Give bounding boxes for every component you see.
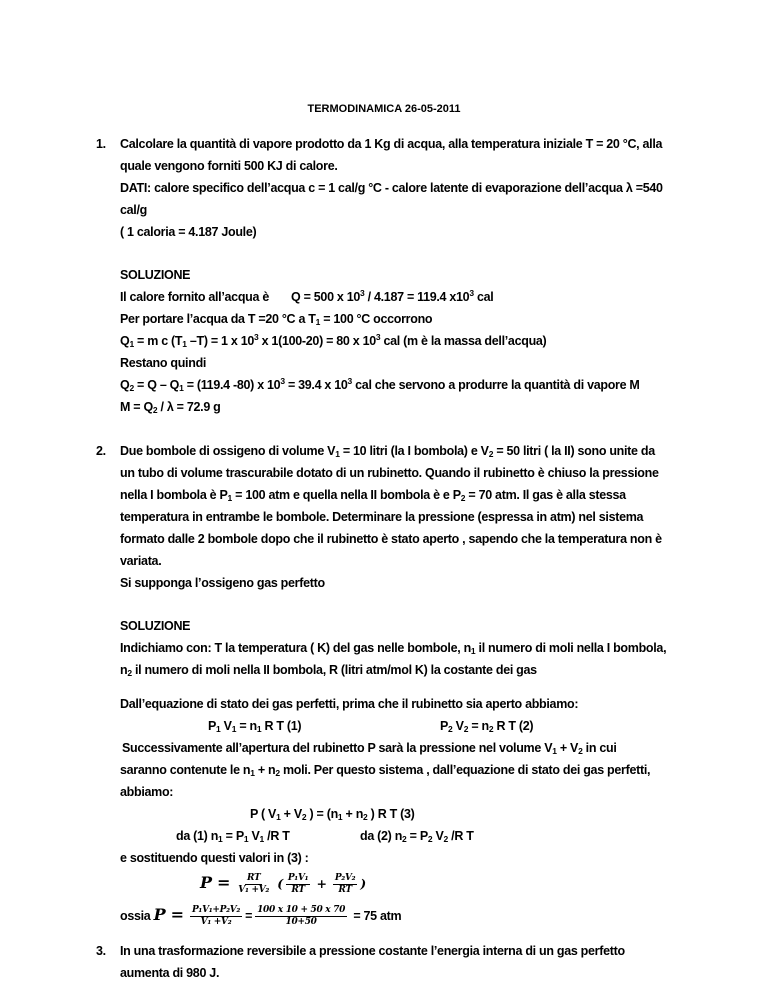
subscript: 1 bbox=[315, 317, 321, 327]
problem-number: 1. bbox=[96, 137, 106, 151]
numerator: RT bbox=[246, 873, 261, 884]
superscript: 3 bbox=[469, 288, 474, 298]
subscript: 2 bbox=[578, 746, 583, 756]
subscript: 1 bbox=[250, 768, 255, 778]
equation-1 bbox=[208, 717, 301, 735]
text: = (119.4 -80) x 10 bbox=[183, 378, 281, 392]
text: V bbox=[248, 829, 260, 843]
subscript: 1 bbox=[216, 724, 221, 734]
subscript: 1 bbox=[259, 834, 264, 844]
formula-result: = 75 atm bbox=[353, 909, 402, 923]
solution-line bbox=[122, 739, 617, 757]
text: in cui bbox=[582, 741, 617, 755]
problem-statement-line: aumenta di 980 J. bbox=[120, 966, 220, 980]
solution-line bbox=[120, 310, 432, 328]
subscript: 1 bbox=[276, 812, 281, 822]
problem-statement-line: cal/g bbox=[120, 203, 147, 217]
denominator: V₁ +V₂ bbox=[238, 885, 270, 896]
numerator: 100 x 10 + 50 x 70 bbox=[257, 905, 346, 916]
text: = n bbox=[468, 719, 489, 733]
subscript: 1 bbox=[182, 339, 187, 349]
subscript: 2 bbox=[460, 493, 466, 503]
solution-line: abbiamo: bbox=[120, 785, 174, 799]
text: ) R T (3) bbox=[367, 807, 415, 821]
solution-line bbox=[120, 398, 220, 416]
subscript: 2 bbox=[301, 812, 307, 822]
text: P bbox=[208, 719, 217, 733]
solution-line bbox=[120, 761, 650, 779]
subscript: 1 bbox=[243, 834, 249, 844]
text: /R T bbox=[263, 829, 290, 843]
subscript: 2 bbox=[427, 834, 433, 844]
text: R T (1) bbox=[261, 719, 302, 733]
subscript: 2 bbox=[402, 834, 407, 844]
text: nella I bombola è P bbox=[120, 488, 228, 502]
text: V bbox=[432, 829, 444, 843]
equation-5 bbox=[360, 827, 474, 845]
problem-statement-line: temperatura in entrambe le bombole. Determinare la pressione (espressa in atm) nel sistema bbox=[120, 510, 644, 524]
text: il numero di moli nella I bombola, bbox=[475, 641, 667, 655]
subscript: 1 bbox=[129, 339, 134, 349]
text: cal che servono a produrre la quantità di vapore M bbox=[351, 378, 640, 392]
text: = n bbox=[236, 719, 257, 733]
solution-line: Restano quindi bbox=[120, 356, 207, 370]
text: n bbox=[120, 663, 128, 677]
subscript: 2 bbox=[363, 812, 368, 822]
denominator: RT bbox=[291, 885, 305, 896]
text: = 50 litri ( la II) sono unite da bbox=[493, 444, 655, 458]
text: = 10 litri (la I bombola) e V bbox=[339, 444, 489, 458]
formula-1 bbox=[200, 868, 366, 899]
fraction bbox=[190, 905, 242, 928]
problem-statement-line: un tubo di volume trascurabile dotato di un rubinetto. Quando il rubinetto è chiuso la pressione bbox=[120, 466, 659, 480]
superscript: 3 bbox=[360, 288, 365, 298]
formula-2 bbox=[120, 900, 401, 931]
solution-heading: SOLUZIONE bbox=[120, 619, 191, 633]
numerator: P₁V₁ bbox=[287, 873, 309, 884]
text: Indichiamo con: T la temperatura ( K) del gas nelle bombole, n bbox=[120, 641, 471, 655]
subscript: 2 bbox=[448, 724, 453, 734]
text: il numero di moli nella II bombola, R (litri atm/mol K) la costante dei gas bbox=[131, 663, 537, 677]
subscript: 2 bbox=[152, 405, 158, 415]
subscript: 2 bbox=[127, 668, 132, 678]
solution-line bbox=[120, 376, 640, 394]
text: /R T bbox=[447, 829, 474, 843]
subscript: 1 bbox=[218, 834, 223, 844]
paren: ( bbox=[277, 876, 283, 891]
text: = m c (T bbox=[133, 334, 183, 348]
subscript: 2 bbox=[129, 383, 134, 393]
superscript: 3 bbox=[375, 332, 381, 342]
text: V bbox=[452, 719, 464, 733]
text: = 39.4 x 10 bbox=[284, 378, 348, 392]
problem-statement-line: Calcolare la quantità di vapore prodotto da 1 Kg di acqua, alla temperatura iniziale T = 20 °C, alla bbox=[120, 137, 663, 151]
problem-statement-line: DATI: calore specifico dell’acqua c = 1 cal/g °C - calore latente di evaporazione dell’acqua λ =540 bbox=[120, 181, 663, 195]
numerator: P₂V₂ bbox=[334, 873, 356, 884]
text: da (2) n bbox=[360, 829, 403, 843]
problem-statement-line: formato dalle 2 bombole dopo che il rubinetto è stato aperto , sapendo che la temperatura non è bbox=[120, 532, 662, 546]
text: da (1) n bbox=[176, 829, 219, 843]
formula-lhs: P = bbox=[200, 873, 231, 892]
equation-2 bbox=[440, 717, 533, 735]
equation-3 bbox=[250, 805, 414, 823]
text: ) = (n bbox=[306, 807, 338, 821]
superscript: 3 bbox=[347, 376, 352, 386]
subscript: 1 bbox=[231, 724, 237, 734]
text: = Q – Q bbox=[133, 378, 180, 392]
text: Successivamente all’apertura del rubinetto P sarà la pressione nel volume V bbox=[122, 741, 553, 755]
problem-statement-line: ( 1 caloria = 4.187 Joule) bbox=[120, 225, 257, 239]
subscript: 1 bbox=[256, 724, 262, 734]
text: R T (2) bbox=[493, 719, 534, 733]
text: / λ = 72.9 g bbox=[157, 400, 221, 414]
text: / 4.187 = 119.4 x10 bbox=[364, 290, 470, 304]
equals-sign: = bbox=[245, 909, 253, 923]
solution-heading: SOLUZIONE bbox=[120, 268, 191, 282]
document-title: TERMODINAMICA 26-05-2011 bbox=[307, 103, 461, 115]
formula-lhs: P = bbox=[153, 905, 184, 924]
fraction bbox=[255, 905, 347, 928]
plus-sign: + bbox=[316, 876, 327, 891]
text: + V bbox=[556, 741, 579, 755]
text: Per portare l’acqua da T =20 °C a T bbox=[120, 312, 316, 326]
solution-line: Dall’equazione di stato dei gas perfetti, prima che il rubinetto sia aperto abbiamo: bbox=[120, 697, 579, 711]
text: + V bbox=[280, 807, 302, 821]
problem-number: 2. bbox=[96, 444, 106, 458]
fraction bbox=[333, 873, 357, 896]
fraction bbox=[286, 873, 310, 896]
denominator: 10+50 bbox=[285, 917, 317, 928]
problem-statement-line bbox=[120, 442, 655, 460]
text: + n bbox=[342, 807, 364, 821]
text: x 1(100-20) = 80 x 10 bbox=[258, 334, 376, 348]
text: Q bbox=[120, 378, 130, 392]
text: cal (m è la massa dell’acqua) bbox=[380, 334, 547, 348]
text: = 100 atm e quella nella II bombola è e P bbox=[231, 488, 461, 502]
text: = 70 atm. Il gas è alla stessa bbox=[465, 488, 626, 502]
text: Q = 500 x 10 bbox=[291, 290, 361, 304]
text: M = Q bbox=[120, 400, 153, 414]
text: Il calore fornito all’acqua è bbox=[120, 290, 269, 304]
problem-statement-line bbox=[120, 486, 626, 504]
subscript: 2 bbox=[488, 724, 494, 734]
text: ossia bbox=[120, 909, 151, 923]
solution-line: e sostituendo questi valori in (3) : bbox=[120, 851, 309, 865]
subscript: 1 bbox=[470, 646, 476, 656]
subscript: 2 bbox=[443, 834, 448, 844]
paren: ) bbox=[360, 876, 366, 891]
problem-statement-line: Si supponga l’ossigeno gas perfetto bbox=[120, 576, 325, 590]
text: cal bbox=[473, 290, 494, 304]
fraction bbox=[236, 873, 271, 896]
numerator: P₁V₁+P₂V₂ bbox=[191, 905, 241, 916]
text: + n bbox=[254, 763, 276, 777]
subscript: 1 bbox=[552, 746, 557, 756]
text: Due bombole di ossigeno di volume V bbox=[120, 444, 336, 458]
subscript: 1 bbox=[335, 449, 340, 459]
subscript: 2 bbox=[463, 724, 469, 734]
problem-statement-line: quale vengono forniti 500 KJ di calore. bbox=[120, 159, 338, 173]
subscript: 1 bbox=[227, 493, 232, 503]
superscript: 3 bbox=[280, 376, 285, 386]
text: P ( V bbox=[250, 807, 277, 821]
denominator: V₁ +V₂ bbox=[200, 917, 232, 928]
text: saranno contenute le n bbox=[120, 763, 251, 777]
subscript: 1 bbox=[337, 812, 343, 822]
solution-line bbox=[120, 639, 666, 657]
solution-line bbox=[120, 332, 546, 350]
superscript: 3 bbox=[254, 332, 259, 342]
subscript: 1 bbox=[179, 383, 184, 393]
text: = P bbox=[222, 829, 244, 843]
text: = P bbox=[406, 829, 428, 843]
equation-4 bbox=[176, 827, 290, 845]
problem-statement-line: In una trasformazione reversibile a pressione costante l’energia interna di un gas perfetto bbox=[120, 944, 625, 958]
denominator: RT bbox=[338, 885, 352, 896]
text: = 100 °C occorrono bbox=[320, 312, 433, 326]
subscript: 2 bbox=[275, 768, 280, 778]
subscript: 2 bbox=[488, 449, 494, 459]
text: V bbox=[220, 719, 232, 733]
solution-line bbox=[120, 661, 537, 679]
text: P bbox=[440, 719, 449, 733]
solution-line bbox=[120, 288, 493, 306]
text: –T) = 1 x 10 bbox=[186, 334, 254, 348]
problem-number: 3. bbox=[96, 944, 106, 958]
text: moli. Per questo sistema , dall’equazione di stato dei gas perfetti, bbox=[279, 763, 651, 777]
text: Q bbox=[120, 334, 130, 348]
problem-statement-line: variata. bbox=[120, 554, 162, 568]
